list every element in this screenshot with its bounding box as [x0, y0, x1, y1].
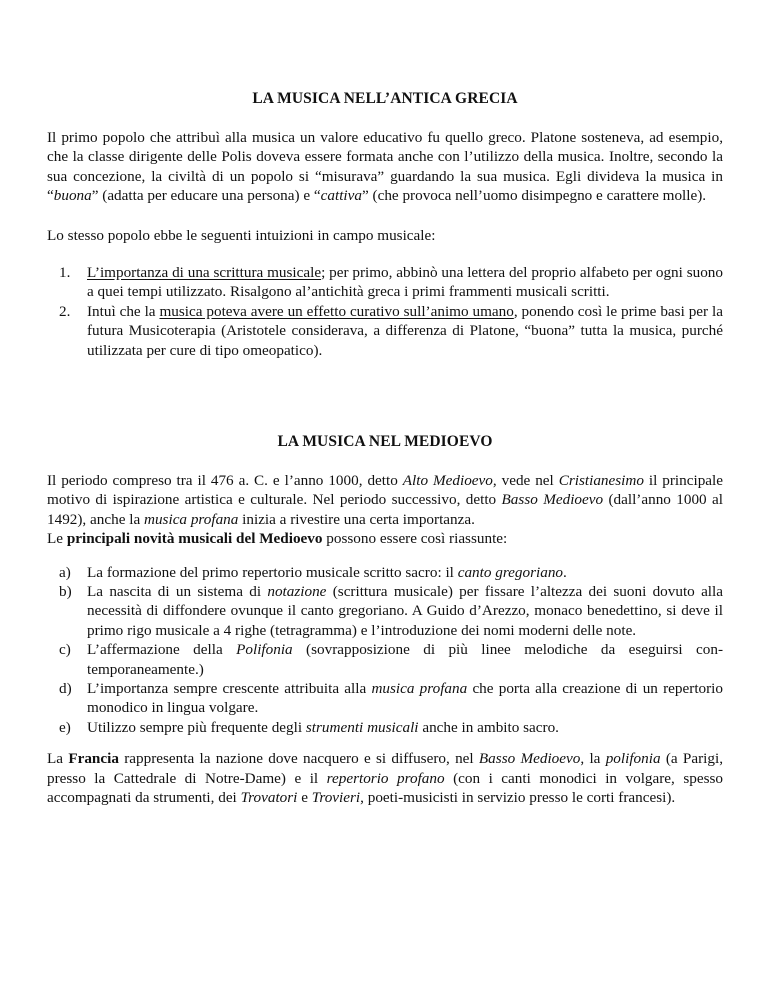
bold-text: Francia: [68, 750, 119, 768]
text: (sovrapposizione di più linee melodiche da eseguirsi contemporaneamente.): [87, 641, 723, 678]
paragraph: [47, 471, 723, 529]
paragraph: [47, 128, 723, 206]
text: ” (che provoca nell’uomo disimpegno e carattere molle).: [361, 187, 707, 205]
text: , poeti-musicisti in servizio presso le corti francesi).: [360, 789, 676, 807]
list-item: [59, 640, 723, 679]
paragraph: Lo stesso popolo ebbe le seguenti intuizioni in campo musicale:: [47, 226, 436, 244]
underlined-text: L’importanza di una scrittura musicale: [87, 264, 322, 282]
italic-text: musica profana: [144, 510, 239, 528]
text: Il primo popolo che attribuì alla musica un valore educativo fu quello greco. Platone sosteneva, ad esempio, che la classe dirigente delle Polis doveva essere formata anche con l’utilizzo della musica. Inoltre, secondo la sua concezione, la civiltà di un popolo si “misurava” guardando la sua musica. Egli divideva la musica in “: [47, 129, 723, 205]
list-letter: a): [59, 563, 71, 581]
section-ancient-greece: [47, 90, 723, 360]
text: .: [563, 563, 567, 581]
text: inizia a rivestire una certa importanza.: [238, 510, 475, 528]
list-letter: c): [59, 641, 71, 659]
list-letter: e): [59, 718, 71, 736]
italic-text: cattiva: [320, 187, 362, 205]
numbered-list: [47, 263, 723, 360]
text: Utilizzo sempre più frequente degli: [87, 718, 306, 736]
italic-text: Trovatori: [240, 789, 298, 807]
text: ; per primo, abbinò una lettera del proprio alfabeto per ogni suono a quei tempi utilizzato. Risalgono al’antichità greca i primi frammenti musicali scritti.: [87, 264, 723, 301]
list-letter: b): [59, 583, 72, 601]
list-item: [59, 563, 723, 582]
italic-text: Cristianesimo: [558, 472, 644, 489]
italic-text: buona: [53, 187, 92, 205]
text: , vede nel: [492, 472, 559, 489]
text: possono essere così riassunte:: [322, 530, 508, 548]
italic-text: repertorio profano: [326, 769, 445, 787]
text: La: [47, 750, 69, 768]
text: anche in ambito sacro.: [418, 718, 559, 736]
text: (scrittura musicale) per fissare l’altezza dei suoni dovuto alla necessità di diffondere ovunque il canto gregoriano. A Guido d’Arezzo, monaco benedettino, si deve il primo rigo musicale a 4 righe (tetragramma) e l’introduzione dei nomi moderni delle note.: [87, 583, 723, 639]
italic-text: Trovieri: [311, 789, 361, 807]
list-number: 2.: [59, 302, 71, 320]
text: La nascita di un sistema di: [87, 583, 268, 601]
list-item: [59, 302, 723, 360]
section-title: LA MUSICA NELL’ANTICA GRECIA: [252, 90, 518, 107]
text: e: [297, 789, 312, 807]
text: (dall’anno 1000 al 1492), anche la: [47, 491, 724, 528]
section-title: LA MUSICA NEL MEDIOEVO: [277, 433, 493, 450]
italic-text: notazione: [267, 583, 327, 601]
section-middle-ages: [47, 433, 723, 808]
text: (con i canti monodici in volgare, spesso accompagnati da strumenti, dei: [47, 769, 724, 807]
list-item: [59, 263, 723, 302]
text: , la: [580, 750, 606, 768]
list-letter: d): [59, 680, 72, 698]
text: rappresenta la nazione dove nacquero e si diffusero, nel: [118, 750, 479, 768]
underlined-text: musica poteva avere un effetto curativo sull’animo umano: [159, 302, 514, 320]
italic-text: strumenti musicali: [305, 718, 419, 736]
text: il principale motivo di ispirazione artistica e culturale. Nel periodo successivo, detto: [47, 472, 723, 509]
text: Il periodo compreso tra il 476 a. C. e l’anno 1000, detto: [47, 472, 403, 489]
list-number: 1.: [59, 264, 71, 282]
list-item: [59, 718, 723, 737]
italic-text: polifonia: [605, 750, 661, 768]
text: L’affermazione della: [87, 641, 237, 659]
list-item: [59, 582, 723, 640]
text: Le: [47, 530, 67, 548]
text: Intuì che la: [87, 302, 160, 320]
text: ” (adatta per educare una persona) e “: [91, 187, 321, 205]
text: L’importanza sempre crescente attribuita alla: [87, 680, 372, 698]
italic-text: musica profana: [371, 680, 468, 698]
lettered-list: [47, 563, 723, 738]
italic-text: Basso Medioevo: [501, 491, 604, 509]
text: (a Parigi, presso la Cattedrale di Notre-Dame) e il: [47, 750, 723, 787]
italic-text: Alto Medioevo: [402, 472, 493, 489]
text: La formazione del primo repertorio musicale scritto sacro: il: [87, 563, 458, 581]
italic-text: canto gregoriano: [457, 563, 564, 581]
text: che porta alla creazione di un repertorio monodico in lingua volgare.: [87, 680, 723, 717]
bold-text: principali novità musicali del Medioevo: [66, 530, 323, 548]
paragraph: [47, 529, 723, 548]
list-item: [59, 679, 723, 718]
italic-text: Basso Medioevo: [478, 750, 581, 768]
italic-text: Polifonia: [236, 641, 293, 659]
text: , ponendo così le prime basi per la futura Musicoterapia (Aristotele considerava, a differenza di Platone, “buona” tutta la musica, purché utilizzata per cure di tipo omeopatico).: [87, 302, 723, 359]
paragraph: [47, 749, 723, 807]
